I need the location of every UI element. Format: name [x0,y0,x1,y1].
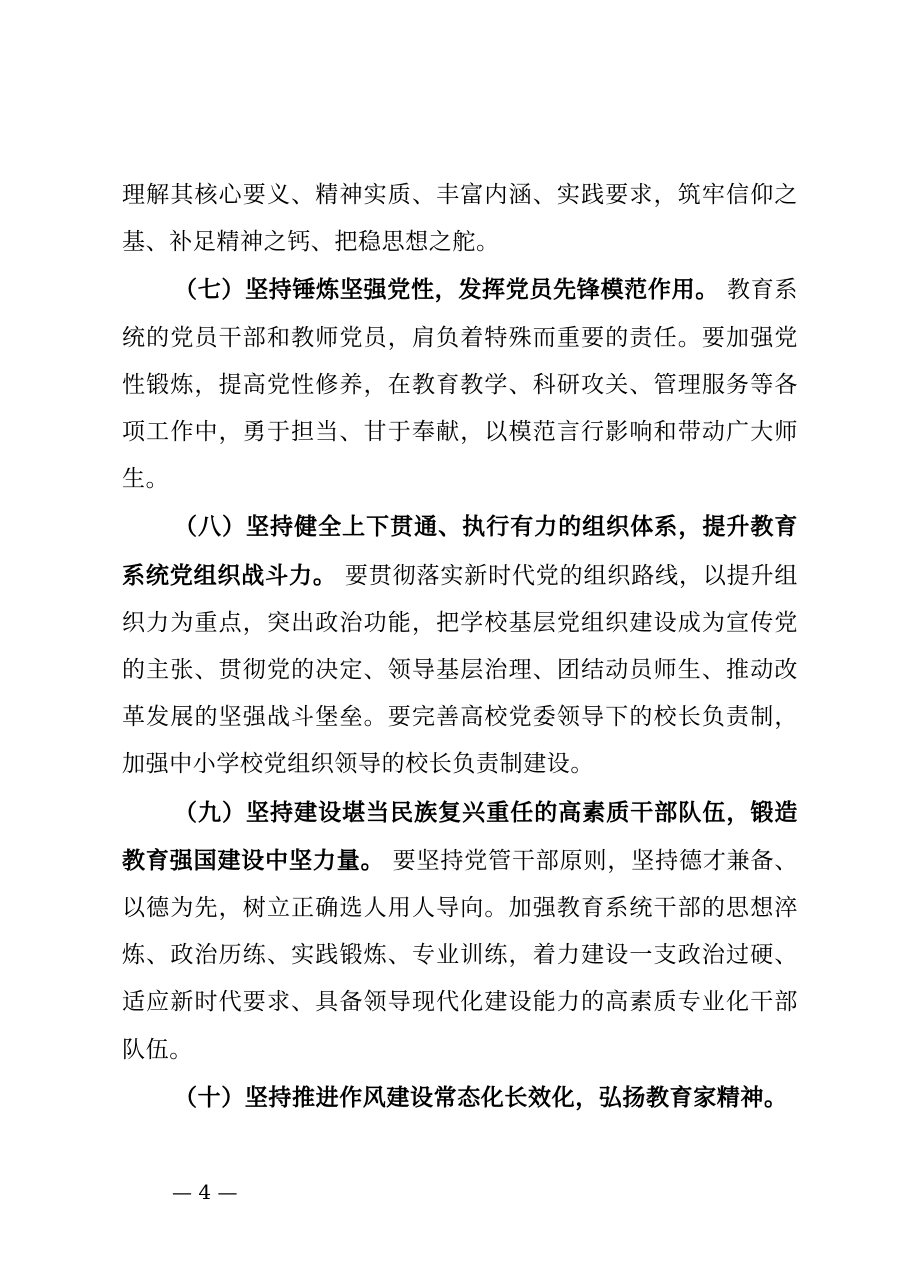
section-10-heading: （十）坚持推进作风建设常态化长效化，弘扬教育家精神。 [174,1083,788,1111]
section-8-body: 要贯彻落实新时代党的组织路线，以提升组织力为重点，突出政治功能，把学校基层党组织建设成为宣传党的主张、贯彻党的决定、领导基层治理、团结动员师生、推动改革发展的坚强战斗堡垒。要完善高校党委领导下的校长负责制，加强中小学校党组织领导的校长负责制建设。 [122,562,798,778]
page-number: — 4 — [172,1180,238,1204]
document-body [122,172,798,1122]
paragraph-body: 理解其核心要义、精神实质、丰富内涵、实践要求，筑牢信仰之基、补足精神之钙、把稳思想之舵。 [122,182,798,256]
section-7-paragraph [122,266,798,503]
section-8-paragraph [122,503,798,788]
section-10-paragraph [122,1074,798,1122]
section-9-heading: （九）坚持建设堪当民族复兴重任的高素质干部队伍，锻造教育强国建设中坚力量。 [122,798,798,874]
section-7-heading: （七）坚持锤炼坚强党性，发挥党员先锋模范作用。 [174,276,719,304]
section-9-body: 要坚持党管干部原则，坚持德才兼备、以德为先，树立正确选人用人导向。加强教育系统干部的思想淬炼、政治历练、实践锻炼、专业训练，着力建设一支政治过硬、适应新时代要求、具备领导现代化建设能力的高素质专业化干部队伍。 [122,847,798,1063]
section-7-body: 教育系统的党员干部和教师党员，肩负着特殊而重要的责任。要加强党性锻炼，提高党性修养，在教育教学、科研攻关、管理服务等各项工作中，勇于担当、甘于奉献，以模范言行影响和带动广大师生。 [122,277,798,493]
section-8-heading: （八）坚持健全上下贯通、执行有力的组织体系，提升教育系统党组织战斗力。 [122,513,798,589]
paragraph-continuation [122,172,798,266]
section-9-paragraph [122,789,798,1074]
